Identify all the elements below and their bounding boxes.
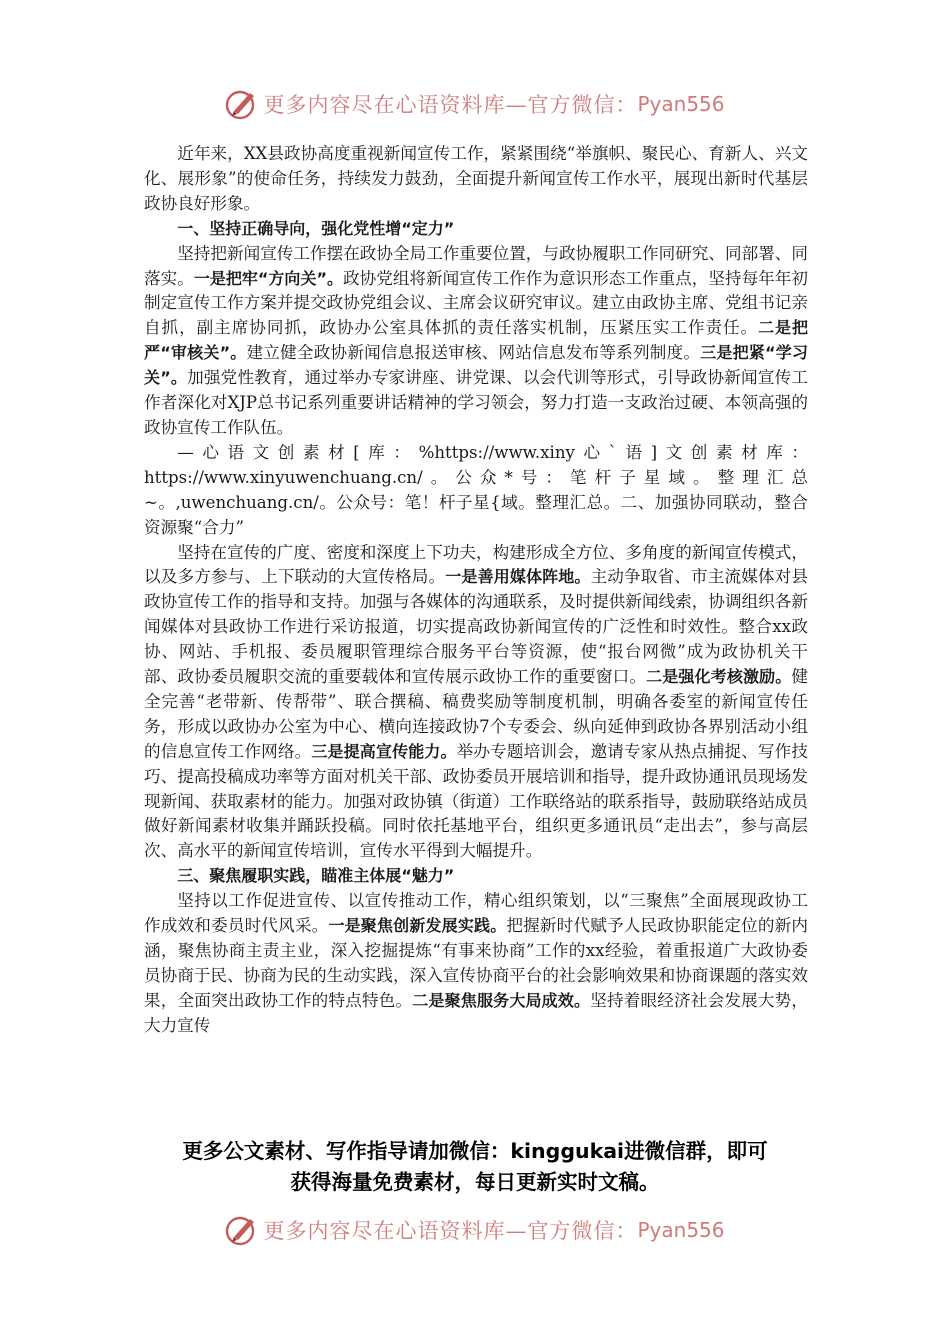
pen-logo-icon — [225, 87, 259, 121]
promo-notice — [100, 1136, 850, 1198]
section3-heading: 三、聚焦履职实践，瞄准主体展“魅力” — [177, 866, 455, 886]
bold-point: 二是强化考核激励。 — [646, 667, 792, 687]
header-banner-wechat-id: Pyan556 — [637, 92, 725, 116]
header-banner — [0, 84, 950, 124]
section3-paragraph: 坚持以工作促进宣传、以宣传推动工作，精心组织策划，以“三聚焦”全面展现政协工作成效和委员时代风采。一是聚焦创新发展实践。把握新时代赋予人民政协职能定位的新内涵，聚焦协商主责主业，深入挖掘提炼“有事来协商”工作的xx经验，着重报道广大政协委员协商于民、协商为民的生动实践，深入宣传协商平台的社会影响效果和协商课题的落实效果，全面突出政协工作的特点特色。二是聚焦服务大局成效。坚持着眼经济社会发展大势，大力宣传 — [144, 891, 809, 1035]
document-body — [144, 142, 808, 1039]
header-banner-text: 更多内容尽在心语资料库—官方微信： — [263, 93, 638, 117]
section2-paragraph: 坚持在宣传的广度、密度和深度上下功夫，构建形成全方位、多角度的新闻宣传模式，以及多方参与、上下联动的大宣传格局。一是善用媒体阵地。主动争取省、市主流媒体对县政协宣传工作的指导和支持。加强与各媒体的沟通联系，及时提供新闻线索，协调组织各新闻媒体对县政协工作进行采访报道，切实提高政协新闻宣传的广泛性和时效性。整合xx政协、网站、手机报、委员履职管理综合服务平台等资源，使“报台网微”成为政协机关干部、政协委员履职交流的重要载体和宣传展示政协工作的重要窗口。二是强化考核激励。健全完善“老带新、传帮带”、联合撰稿、稿费奖励等制度机制，明确各委室的新闻宣传任务，形成以政协办公室为中心、横向连接政协7个专委会、纵向延伸到政协各界别活动小组的信息宣传工作网络。三是提高宣传能力。举办专题培训会，邀请专家从热点捕捉、写作技巧、提高投稿成功率等方面对机关干部、政协委员开展培训和指导，提升政协通讯员现场发现新闻、获取素材的能力。加强对政协镇（街道）工作联络站的联系指导，鼓励联络站成员做好新闻素材收集并踊跃投稿。同时依托基地平台，组织更多通讯员“走出去”，参与高层次、高水平的新闻宣传培训，宣传水平得到大幅提升。 — [144, 542, 809, 861]
footer-banner — [0, 1210, 950, 1250]
bold-point: 一是善用媒体阵地。 — [445, 567, 591, 587]
promo-line-1: 更多公文素材、写作指导请加微信：kinggukai进微信群，即可 — [182, 1139, 768, 1163]
bold-point: 二是聚焦服务大局成效。 — [412, 990, 591, 1010]
footer-banner-text: 更多内容尽在心语资料库—官方微信： — [263, 1219, 638, 1243]
bold-point: 三是提高宣传能力。 — [311, 741, 457, 761]
pen-logo-icon — [225, 1213, 259, 1247]
bold-point: 二是把严“审核关”。 — [144, 318, 808, 363]
section1-paragraph: 坚持把新闻宣传工作摆在政协全局工作重要位置，与政协履职工作同研究、同部署、同落实。一是把牢“方向关”。政协党组将新闻宣传工作作为意识形态工作重点，坚持每年年初制定宣传工作方案并提交政协党组会议、主席会议研究审议。建立由政协主席、党组书记亲自抓，副主席协同抓，政协办公室具体抓的责任落实机制，压紧压实工作责任。二是把严“审核关”。建立健全政协新闻信息报送审核、网站信息发布等系列制度。三是把紧“学习关”。加强党性教育，通过举办专家讲座、讲党课、以会代训等形式，引导政协新闻宣传工作者深化对XJP总书记系列重要讲话精神的学习领会，努力打造一支政治过硬、本领高强的政协宣传工作队伍。 — [144, 243, 808, 437]
watermark-paragraph: —心语文创素材[库：%https://www.xiny心`语]文创素材库：https://www.xinyuwenchuang.cn/。公众*号：笔杆子星域。整理汇总~。,uwenchuang.cn/。公众号：笔！杆子星{域。整理汇总。二、加强协同联动，整合资源聚“合力” — [144, 442, 808, 537]
section1-heading: 一、坚持正确导向，强化党性增“定力” — [177, 218, 455, 238]
bold-point: 一是聚焦创新发展实践。 — [328, 916, 507, 936]
bold-point: 三是把紧“学习关”。 — [144, 343, 808, 388]
footer-banner-wechat-id: Pyan556 — [637, 1218, 725, 1242]
intro-paragraph: 近年来，XX县政协高度重视新闻宣传工作，紧紧围绕“举旗帜、聚民心、育新人、兴文化、展形象”的使命任务，持续发力鼓劲，全面提升新闻宣传工作水平，展现出新时代基层政协良好形象。 — [144, 144, 808, 213]
promo-line-2: 获得海量免费素材，每日更新实时文稿。 — [290, 1170, 660, 1194]
bold-point: 一是把牢“方向关”。 — [193, 268, 343, 288]
